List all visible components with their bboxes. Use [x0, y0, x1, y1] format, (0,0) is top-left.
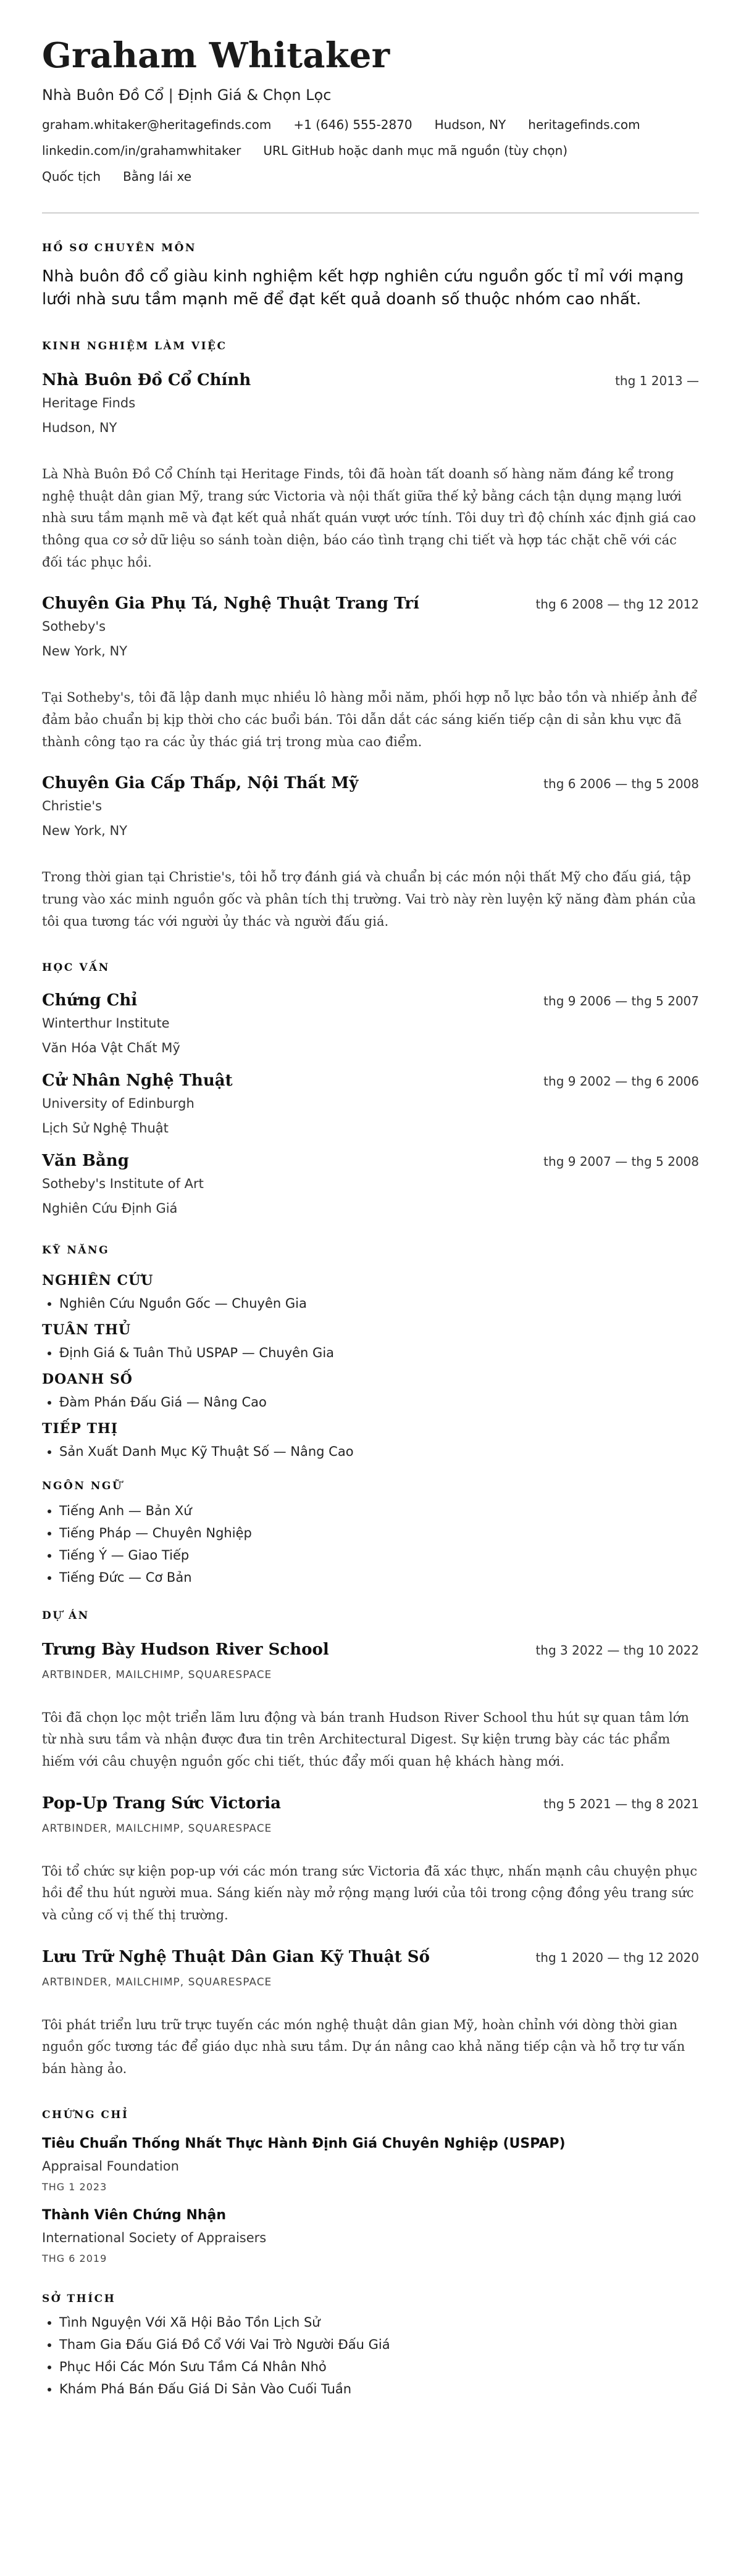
certification-name: Thành Viên Chứng Nhận [42, 2207, 227, 2223]
contact-linkedin[interactable]: linkedin.com/in/grahamwhitaker [42, 143, 241, 158]
contact-info-2 [42, 143, 699, 169]
job-location: New York, NY [42, 823, 128, 839]
language-item: • Tiếng Anh — Bản Xứ [59, 1503, 699, 1518]
candidate-headline: Nhà Buôn Đồ Cổ | Định Giá & Chọn Lọc [42, 86, 332, 104]
contact-nationality: Quốc tịch [42, 168, 101, 184]
certification-date: THG 1 2023 [42, 2180, 107, 2193]
education-school: Winterthur Institute [42, 1015, 170, 1031]
skills-title: KỸ NĂNG [42, 1244, 110, 1257]
hobbies-list [42, 2315, 699, 2396]
education-entry [42, 1071, 699, 1136]
education-degree: Chứng Chỉ [42, 991, 138, 1010]
certifications-section [42, 2109, 699, 2264]
project-entry [42, 1640, 699, 1773]
contact-location: Hudson, NY [434, 117, 506, 132]
education-title: HỌC VẤN [42, 961, 110, 974]
project-entry [42, 1948, 699, 2080]
hobby-item: • Tham Gia Đấu Giá Đồ Cổ Với Vai Trò Người Đấu Giá [59, 2337, 699, 2352]
skill-item: • Định Giá & Tuân Thủ USPAP — Chuyên Gia [59, 1345, 699, 1360]
project-date: thg 5 2021 — thg 8 2021 [543, 1796, 699, 1811]
education-school: Sotheby's Institute of Art [42, 1176, 204, 1191]
skill-category: TUÂN THỦ [42, 1321, 132, 1338]
job-description: Là Nhà Buôn Đồ Cổ Chính tại Heritage Finds, tôi đã hoàn tất doanh số hàng năm đáng kể trong nghệ thuật dân gian Mỹ, trang sức Victoria và nội thất giữa thế kỷ bằng cách tận dụng mạng lưới nhà sưu tầm mạnh mẽ và đạt kết quả nhất quán vượt ước tính. Tôi duy trì độ chính xác định giá cao thông qua cơ sở dữ liệu so sánh toàn diện, báo cáo tình trạng chi tiết và hợp tác chặt chẽ với các đối tác phục hồi. [42, 466, 696, 570]
project-description: Tôi phát triển lưu trữ trực tuyến các món nghệ thuật dân gian Mỹ, hoàn chỉnh với dòng thời gian nguồn gốc tương tác để giáo dục nhà sưu tầm. Dự án nâng cao khả năng tiếp cận và hỗ trợ tư vấn bán hàng ảo. [42, 2017, 685, 2077]
contact-website[interactable]: heritagefinds.com [528, 117, 640, 132]
certification-issuer: Appraisal Foundation [42, 2158, 179, 2174]
certification-date: THG 6 2019 [42, 2252, 107, 2264]
skill-item: • Sản Xuất Danh Mục Kỹ Thuật Số — Nâng Cao [59, 1444, 699, 1459]
languages-title: NGÔN NGỮ [42, 1479, 124, 1492]
hobby-item: • Khám Phá Bán Đấu Giá Di Sản Vào Cuối Tuần [59, 2382, 699, 2396]
job-description: Trong thời gian tại Christie's, tôi hỗ trợ đánh giá và chuẩn bị các món nội thất Mỹ cho đấu giá, tập trung vào xác minh nguồn gốc và phân tích thị trường. Vai trò này rèn luyện kỹ năng đàm phán của tôi qua tương tác với người ủy thác và người đấu giá. [42, 870, 696, 929]
projects-title: DỰ ÁN [42, 1609, 90, 1622]
contact-driving-license: Bằng lái xe [123, 168, 192, 184]
hobby-item: • Phục Hồi Các Món Sưu Tầm Cá Nhân Nhỏ [59, 2359, 699, 2374]
project-tech: ARTBINDER, MAILCHIMP, SQUARESPACE [42, 1822, 272, 1835]
certification-entry [42, 2208, 699, 2264]
skill-category: NGHIÊN CỨU [42, 1272, 154, 1289]
education-degree: Cử Nhân Nghệ Thuật [42, 1071, 233, 1090]
contact-email[interactable]: graham.whitaker@heritagefinds.com [42, 117, 272, 132]
summary-text: Nhà buôn đồ cổ giàu kinh nghiệm kết hợp nghiên cứu nguồn gốc tỉ mỉ với mạng lưới nhà sưu tầm mạnh mẽ để đạt kết quả doanh số thuộc nhóm cao nhất. [42, 267, 684, 309]
education-field: Nghiên Cứu Định Giá [42, 1200, 178, 1216]
skill-group [42, 1273, 699, 1311]
contact-info [42, 117, 699, 143]
job-location: New York, NY [42, 644, 128, 659]
hobbies-section [42, 2293, 699, 2396]
resume-header [42, 37, 699, 214]
project-name: Trưng Bày Hudson River School [42, 1640, 329, 1659]
project-date: thg 1 2020 — thg 12 2020 [535, 1950, 699, 1965]
summary-title: HỒ SƠ CHUYÊN MÔN [42, 241, 196, 254]
skill-category: DOANH SỐ [42, 1371, 133, 1387]
project-entry [42, 1794, 699, 1927]
languages-section [42, 1480, 699, 1585]
skill-category: TIẾP THỊ [42, 1420, 119, 1437]
education-degree: Văn Bằng [42, 1151, 129, 1170]
projects-section [42, 1610, 699, 2080]
job-date: thg 6 2006 — thg 5 2008 [543, 776, 699, 792]
job-role: Chuyên Gia Cấp Thấp, Nội Thất Mỹ [42, 774, 359, 793]
skill-group [42, 1371, 699, 1410]
candidate-name: Graham Whitaker [42, 35, 390, 76]
skill-group [42, 1322, 699, 1360]
certification-issuer: International Society of Appraisers [42, 2230, 267, 2245]
skills-section [42, 1244, 699, 1459]
education-date: thg 9 2006 — thg 5 2007 [543, 993, 699, 1008]
job-company: Christie's [42, 799, 103, 814]
skill-item: • Nghiên Cứu Nguồn Gốc — Chuyên Gia [59, 1296, 699, 1311]
project-name: Lưu Trữ Nghệ Thuật Dân Gian Kỹ Thuật Số [42, 1947, 430, 1966]
contact-phone[interactable]: +1 (646) 555-2870 [293, 117, 412, 132]
education-field: Lịch Sử Nghệ Thuật [42, 1120, 169, 1136]
education-date: thg 9 2002 — thg 6 2006 [543, 1073, 699, 1089]
job-description: Tại Sotheby's, tôi đã lập danh mục nhiều lô hàng mỗi năm, phối hợp nỗ lực bảo tồn và nhiếp ảnh để đảm bảo chuẩn bị kịp thời cho các buổi bán. Tôi dẫn dắt các sáng kiến tiếp cận di sản khu vực đã thành công tạo ra các ủy thác giá trị trong mùa cao điểm. [42, 690, 698, 749]
project-description: Tôi đã chọn lọc một triển lãm lưu động và bán tranh Hudson River School thu hút sự quan tâm lớn từ nhà sưu tầm và nhận được đưa tin trên Architectural Digest. Sự kiện trưng bày các tác phẩm hiếm với câu chuyện nguồn gốc chi tiết, thúc đẩy mối quan hệ khách hàng mới. [42, 1710, 689, 1769]
language-item: • Tiếng Ý — Giao Tiếp [59, 1548, 699, 1563]
job-date: thg 1 2013 — [615, 373, 699, 388]
skill-group [42, 1421, 699, 1459]
certifications-title: CHỨNG CHỈ [42, 2108, 129, 2121]
job-company: Heritage Finds [42, 395, 136, 410]
experience-entry [42, 594, 699, 753]
education-entry [42, 991, 699, 1055]
experience-title: KINH NGHIỆM LÀM VIỆC [42, 339, 227, 352]
header-divider [42, 212, 699, 214]
project-date: thg 3 2022 — thg 10 2022 [535, 1642, 699, 1658]
education-entry [42, 1152, 699, 1216]
languages-list [42, 1503, 699, 1585]
job-role: Nhà Buôn Đồ Cổ Chính [42, 370, 251, 389]
job-company: Sotheby's [42, 619, 106, 634]
project-description: Tôi tổ chức sự kiện pop-up với các món trang sức Victoria đã xác thực, nhấn mạnh câu chuyện phục hồi để thu hút người mua. Sáng kiến này mở rộng mạng lưới của tôi trong cộng đồng yêu trang sức và củng cố vị thế thị trường. [42, 1863, 698, 1922]
job-location: Hudson, NY [42, 420, 117, 435]
certification-entry [42, 2136, 699, 2193]
certification-name: Tiêu Chuẩn Thống Nhất Thực Hành Định Giá Chuyên Nghiệp (USPAP) [42, 2135, 566, 2151]
experience-section [42, 340, 699, 933]
project-tech: ARTBINDER, MAILCHIMP, SQUARESPACE [42, 1976, 272, 1988]
contact-info-3 [42, 169, 699, 195]
summary-section [42, 242, 699, 312]
skill-item: • Đàm Phán Đấu Giá — Nâng Cao [59, 1395, 699, 1410]
job-date: thg 6 2008 — thg 12 2012 [535, 597, 699, 612]
hobby-item: • Tình Nguyện Với Xã Hội Bảo Tồn Lịch Sử [59, 2315, 699, 2330]
education-field: Văn Hóa Vật Chất Mỹ [42, 1040, 180, 1055]
education-school: University of Edinburgh [42, 1095, 195, 1111]
experience-entry [42, 774, 699, 933]
job-role: Chuyên Gia Phụ Tá, Nghệ Thuật Trang Trí [42, 594, 419, 613]
contact-github[interactable]: URL GitHub hoặc danh mục mã nguồn (tùy chọn) [263, 143, 568, 158]
hobbies-title: SỞ THÍCH [42, 2292, 116, 2305]
project-name: Pop-Up Trang Sức Victoria [42, 1793, 281, 1813]
education-section [42, 962, 699, 1216]
experience-entry [42, 371, 699, 573]
language-item: • Tiếng Đức — Cơ Bản [59, 1570, 699, 1585]
project-tech: ARTBINDER, MAILCHIMP, SQUARESPACE [42, 1668, 272, 1681]
education-date: thg 9 2007 — thg 5 2008 [543, 1153, 699, 1169]
language-item: • Tiếng Pháp — Chuyên Nghiệp [59, 1526, 699, 1540]
